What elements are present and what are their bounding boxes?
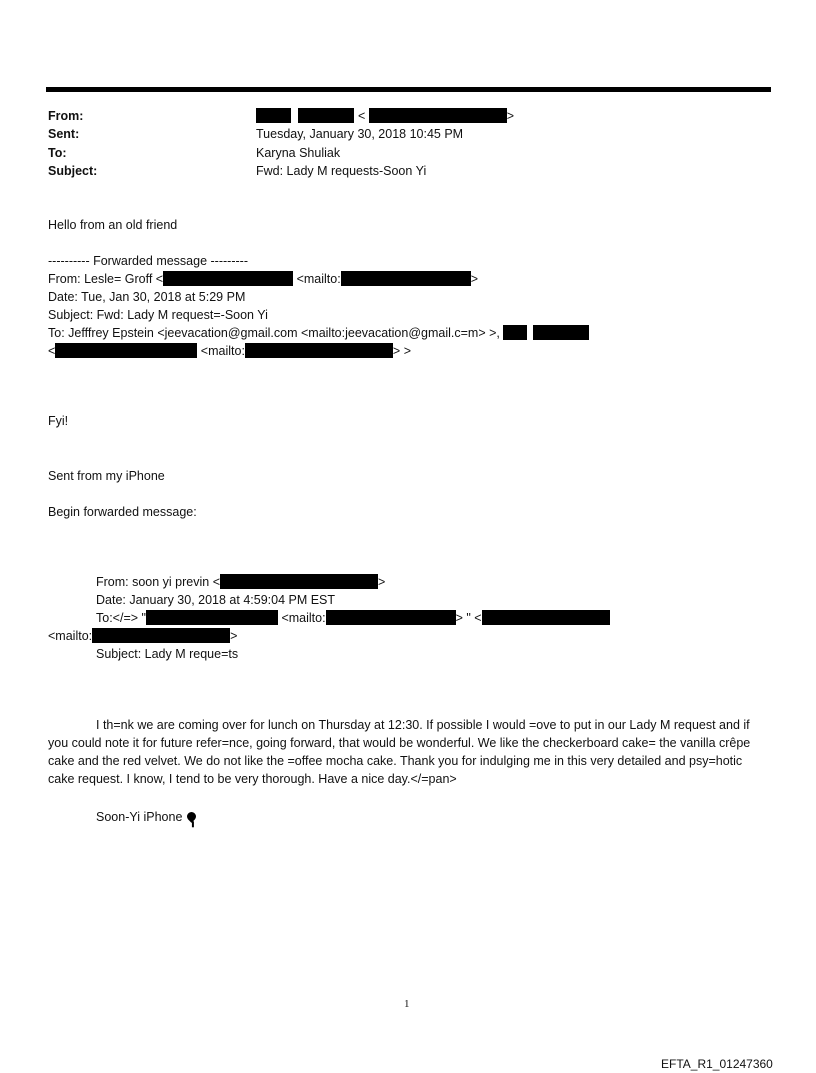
subject-label: Subject: [48,164,98,178]
redaction-box [256,108,291,123]
from-value [256,108,514,124]
from-gt: > [506,109,515,123]
inner-mailto-pre: <mailto: [48,629,93,643]
inner-to-end: > " < [455,611,482,625]
forwarded-marker: ---------- Forwarded message --------- [48,254,248,268]
redaction-box [482,610,610,625]
inner-mailto-line [48,628,237,644]
fwd-date-line: Date: Tue, Jan 30, 2018 at 5:29 PM [48,290,246,304]
redaction-box [92,628,230,643]
fwd-to-line-2 [48,343,411,359]
message-paragraph: I th=nk we are coming over for lunch on Thursday at 12:30. If possible I would =ove to put in our Lady M request and if you could note it for future refer=nce, going forward, that would be wonderful. We like the checkerboard cake= the vanilla crêpe cake and the red velvet. We do not like the =offee mocha cake. Thank you for indulging me in this very detailed and psy=hotic cake request. I know, I tend to be very thorough. Have a nice day.</=pan> [48,718,751,786]
fwd-to-text: To: Jefffrey Epstein <jeevacation@gmail.com <mailto:jeevacation@gmail.c=m> >, [48,326,500,340]
redaction-box [369,108,507,123]
inner-date-line: Date: January 30, 2018 at 4:59:04 PM EST [96,593,336,607]
inner-subject-line: Subject: Lady M reque=ts [96,647,239,661]
begin-forwarded-text: Begin forwarded message: [48,505,197,519]
inner-from-end: > [378,575,386,589]
redaction-box [341,271,471,286]
redaction-box [503,325,527,340]
redaction-box [245,343,393,358]
inner-to-mailto: <mailto: [281,611,326,625]
fwd-from-pre: From: Lesle= Groff < [48,272,164,286]
from-label: From: [48,109,84,123]
fwd-to-lt: < [48,344,56,358]
redaction-box [146,610,278,625]
redaction-box [55,343,197,358]
inner-mailto-end: > [230,629,238,643]
fwd-subject-line: Subject: Fwd: Lady M request=-Soon Yi [48,308,268,322]
to-value: Karyna Shuliak [256,146,341,160]
redaction-box [220,574,378,589]
fwd-to-line-1 [48,325,589,341]
greeting: Hello from an old friend [48,218,178,232]
redaction-box [326,610,456,625]
fwd-from-line [48,271,478,287]
fwd-from-mailto: <mailto: [296,272,341,286]
inner-to-line [96,610,610,626]
from-lt: < [357,109,366,123]
signature-line [96,809,196,825]
inner-from-pre: From: soon yi previn < [96,575,221,589]
page-number: 1 [404,998,410,1010]
signature-text: Soon-Yi iPhone [96,810,183,824]
redaction-box [163,271,293,286]
inner-from-line [96,574,385,590]
document-id: EFTA_R1_01247360 [661,1057,773,1071]
fwd-from-end: > [470,272,479,286]
subject-value: Fwd: Lady M requests-Soon Yi [256,164,427,178]
map-pin-icon [186,810,199,823]
sent-from-text: Sent from my iPhone [48,469,165,483]
to-label: To: [48,146,67,160]
sent-value: Tuesday, January 30, 2018 10:45 PM [256,127,464,141]
inner-to-pre: To:</=> " [96,611,146,625]
sent-label: Sent: [48,127,80,141]
header-rule [46,87,771,92]
fwd-to-end: > > [392,344,411,358]
redaction-box [533,325,589,340]
redaction-box [298,108,354,123]
fwd-to-mailto: <mailto: [200,344,245,358]
fyi-text: Fyi! [48,414,69,428]
